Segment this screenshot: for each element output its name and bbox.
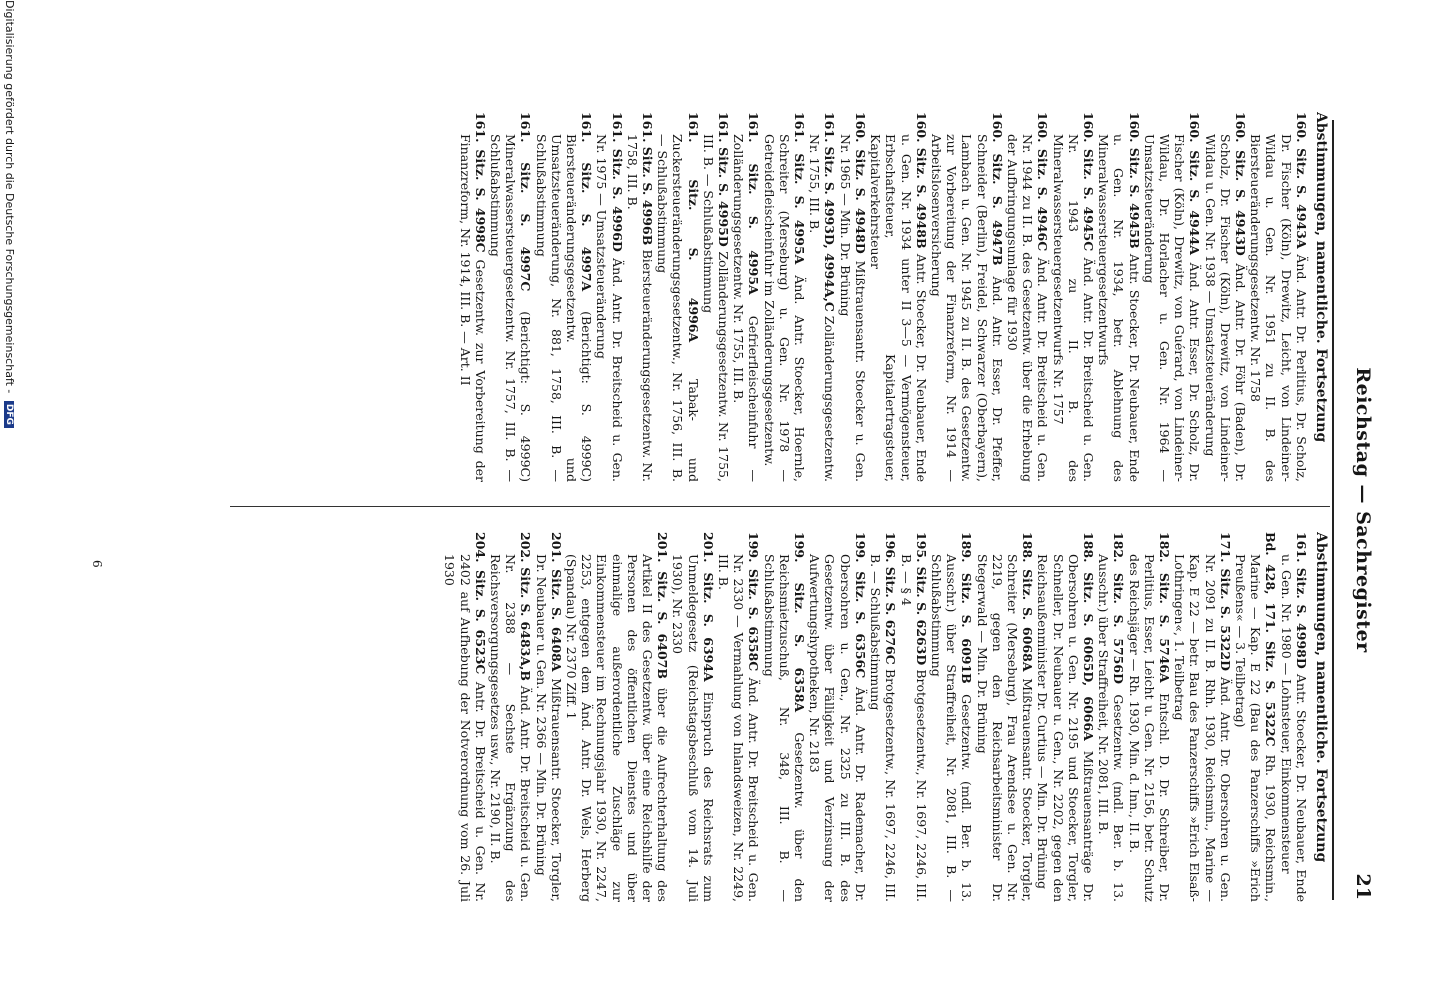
entry-page-reference: Sitz. S. 4948B (913, 147, 929, 249)
entry-session-number: 160. (1126, 112, 1142, 143)
entry-session-number: 161. (792, 112, 808, 143)
entry-session-number: 160. (1187, 112, 1203, 143)
entry-session-number: 160. (1035, 112, 1051, 143)
entry-text: Mißtrauensantr. Stoecker u. Gen. Nr. 1965 — Min. Dr. Brüning (837, 134, 868, 482)
entry-page-reference: Sitz. S. 4943A (1293, 148, 1309, 249)
entry-text: Änd. Antr. Stoecker, Hoernle, Schreiter (Merseburg) u. Gen. Nr. 1978 — Getreidefleischeinfuhr im Zolländerungsgesetzentw. (761, 134, 808, 482)
index-entry (1172, 532, 1233, 902)
entry-text: über die Aufrechterhaltung des Artikel II des Gesetzentw. über eine Reichshilfe der Personen des öffentlichen Dienstes und über einmalige außerordentliche Zuschläge zur Einkommensteuer im Rechnungsjahr 1930, Nr. 2247, 2253, entgegen dem Änd. Antr. Dr. Wels, Herberg (Spandau) Nr. 2370 Ziff. 1 (564, 554, 671, 902)
entry-page-reference: Sitz. S. 6358C (746, 568, 762, 672)
entry-page-reference: Sitz. S. 5322C (1263, 641, 1279, 747)
index-entry (898, 532, 928, 902)
entry-text: Änd. Antr. Esser, Dr. Pfeffer, Schneider (Berlin), Freidel, Schwarzer (Oberbayern), Lambach u. Gen. Nr. 1945 zu II. B. des Gesetzentw. zur Vorbereitung der Finanzreform, Nr. 1914 — Arbeitslosenversicherung (928, 134, 1005, 482)
entry-page-reference: Sitz. S. 4944A (1187, 150, 1203, 255)
entry-text: Änd. Antr. Dr. Obersohren u. Gen. Nr. 2091 zu II. B. Rhh. 1930, Reichsmin., Marine — Kap. E 22 — betr. Bau des Panzerschiffs »Erich Elsaß-Lothringen«, 1. Teilbetrag (1172, 554, 1233, 902)
left-column (150, 112, 1330, 482)
index-entry (807, 112, 837, 482)
index-entry (670, 532, 716, 902)
entry-page-reference: Sitz. S. 6068A (1020, 569, 1036, 672)
index-entry (488, 532, 534, 902)
entry-session-number: 161. (640, 112, 656, 143)
index-entry (488, 112, 534, 482)
entry-text: Gefrierfleischeinfuhr — Zolländerungsgesetzentw. Nr. 1755, III. B. (731, 134, 762, 482)
index-entry (1278, 532, 1308, 902)
index-entry (1248, 112, 1309, 482)
running-title: Reichstag — Sachregister (1352, 367, 1374, 653)
index-entry (1005, 112, 1051, 482)
entry-text: Antr. Stoecker, Dr. Neubauer, Ende u. Gen. Nr. 1980 — Lohnsteuer, Einkommensteuer (1278, 554, 1309, 902)
entry-page-reference: Sitz. S. 4946C (1035, 148, 1051, 252)
entry-page-reference: Sitz. S. 4996A (685, 179, 701, 343)
page-header (1334, 120, 1374, 900)
index-entry (1233, 532, 1279, 902)
entry-text: Antr. Stoecker, Dr. Neubauer, Ende u. Gen. Nr. 1934 unter II 3—5 — Vermögensteuer, Erbschaftsteuer, Kapitalertragsteuer, Kapitalverkehrsteuer (868, 134, 929, 482)
index-entry (701, 112, 731, 482)
index-entry (761, 532, 807, 902)
entry-session-number: 201. (700, 532, 716, 563)
entry-text: Rh. 1930, Reichsmin., Marine — Kap. E 22 (Bau des Panzerschiffs »Erich Preußens« — 3. Teilbetrag) (1232, 554, 1279, 902)
entry-text: Gesetzentw. (mdl. Ber. b. 13. Ausschr.) über Straffreiheit, Nr. 2081, III. B. — Schlußabstimmung (928, 554, 975, 902)
entry-session-number: 204. (472, 532, 488, 563)
index-entry (625, 112, 655, 482)
entry-text: Antr. Stoecker, Dr. Neubauer, Ende u. Gen. Nr. 1934, betr. Ablehnung des Mineralwassersteuergesetzentwurfs (1096, 134, 1142, 482)
entry-text: Zolländerungsgesetzentw. Nr. 1755, III. B. (807, 134, 838, 482)
entry-page-reference: Sitz. S. 6394A (700, 572, 716, 682)
entry-session-number: 161. (1293, 532, 1309, 563)
entry-page-reference: Sitz. S. 4945C (1080, 148, 1096, 252)
entry-session-number: 160. (852, 112, 868, 143)
entry-page-reference: Sitz. S. 4948D (852, 149, 868, 254)
entry-page-reference: Sitz. S. 6356C (852, 571, 868, 679)
entry-page-reference: Sitz. S. 6408A (548, 569, 564, 672)
digitization-note (3, 0, 16, 428)
index-entry (457, 112, 487, 482)
index-entry (1035, 532, 1096, 902)
digitization-text: Digitalisierung gefördert durch die Deutsche Forschungsgemeinschaft - (3, 0, 16, 394)
entry-session-number: 160. (1080, 112, 1096, 143)
index-entry (533, 112, 594, 482)
entry-session-number: 195. (913, 532, 929, 563)
entry-page-reference: Sitz. S. 6483A,B (518, 567, 534, 681)
entry-text: Änd. Antr. Dr. Breitscheid u. Gen. Nr. 1944 zu II. B. des Gesetzentw. über die Erhebung der Aufbringungsumlage für 1930 (1004, 134, 1051, 482)
index-entry (1050, 112, 1096, 482)
index-entry (442, 532, 488, 902)
entry-page-reference: Sitz. S. 4995A (746, 163, 762, 295)
entry-page-reference: Sitz. S. 4993D, 4994A,C (822, 146, 838, 312)
entry-page-reference: Sitz. S. 4998D (1293, 567, 1309, 669)
folio-number: 6 (90, 560, 104, 568)
entry-session-number: 160. (1293, 112, 1309, 143)
entry-volume: Bd. 428, (1263, 532, 1279, 595)
index-entry (564, 532, 670, 902)
entry-session-number: 161. (685, 112, 701, 143)
entry-text: Biersteueränderungsgesetzentw. Nr. 1758, III. B. (624, 134, 656, 482)
entry-text: Gesetzentw. (mdl. Ber. b. 13. Ausschr.) über Straffreiheit, Nr. 2081, III. B. (1096, 554, 1127, 902)
index-entry (868, 112, 929, 482)
entry-session-number: 161. (579, 112, 595, 143)
entry-session-number: 199. (852, 532, 868, 563)
entry-text: Mißtrauensantr. Stoecker, Torgler, Dr. Neubauer u. Gen. Nr. 2366 — Min. Dr. Brüning (533, 554, 564, 902)
entry-text: Tabak- und Zuckersteueränderungsgesetzentw., Nr. 1756, III. B. — Schlußabstimmung (655, 134, 701, 482)
entry-page-reference: Sitz. S. 5746A (1156, 572, 1172, 683)
entry-session-number: 161. (746, 112, 762, 143)
entry-session-number: 188. (1080, 532, 1096, 563)
entry-session-number: 161. (472, 112, 488, 143)
entry-session-number: 182. (1156, 532, 1172, 563)
entry-page-reference: Sitz. S. 4995A (792, 153, 808, 265)
left-column-heading: Abstimmungen, namentliche. Fortsetzung (1313, 112, 1329, 443)
entry-page-reference: Sitz. S. 6263D (913, 566, 929, 666)
entry-session-number: 160. (1232, 112, 1248, 143)
entry-text: Mißtrauensantr. Stoecker, Torgler, Schreiter (Merseburg), Frau Arendsee u. Gen. Nr. 2219, gegen den Reichsarbeitsminister Dr. Stegerwald — Min. Dr. Brüning (974, 554, 1036, 902)
entry-page-reference: Sitz. S. 6276C (883, 566, 899, 665)
index-entry (655, 112, 701, 482)
index-entry (868, 532, 898, 902)
right-column (150, 532, 1330, 902)
index-entry (761, 112, 807, 482)
entry-page-reference: Sitz. S. 4997A (579, 162, 595, 292)
entry-session-number: 201. (655, 532, 671, 563)
entry-page-reference: Sitz. S. 4996B (640, 146, 656, 246)
entry-session-number: 171. (1263, 602, 1279, 633)
index-entry (1126, 532, 1172, 902)
entry-page-reference: Sitz. S. 5322D (1217, 568, 1233, 671)
entry-page-reference: Sitz. S. 6091B (959, 572, 975, 684)
entry-text: Änd. Antr. Dr. Rademacher, Dr. Obersohren u. Gen., Nr. 2325 zu III. B. des Gesetzentw. über Fälligkeit und Verzinsung der Aufwertungshypotheken, Nr. 2183 (807, 554, 868, 902)
entry-session-number: 161. (716, 112, 732, 143)
entry-text: Änd. Antr. Dr. Föhr (Baden), Dr. Scholz, Dr. Fischer (Köln), Drewitz, von Lindeiner-Wildau u. Gen. Nr. 1938 — Umsatzsteueränderung (1202, 134, 1248, 482)
index-entry (929, 532, 975, 902)
entry-text: Änd. Antr. Dr. Breitscheid u. Gen. Nr. 2330 — Vermahlung von Inlandsweizen, Nr. 2249, III. B. (716, 554, 762, 902)
entry-text: Brotgesetzentw., Nr. 1697, 2246, III. B. — Schlußabstimmung (868, 554, 899, 902)
header-rule (1332, 120, 1334, 900)
entry-session-number: 188. (1020, 532, 1036, 563)
entry-text: (Berichtigt: S. 4999C) Mineralwassersteuergesetzentw. Nr. 1757, III. B. — Schlußabstimmung (488, 134, 534, 482)
index-entry (533, 532, 563, 902)
entry-session-number: 199. (792, 532, 808, 563)
index-entry (731, 112, 761, 482)
entry-page-reference: Sitz. S. 4947B (989, 153, 1005, 266)
index-entry (1142, 112, 1203, 482)
entry-session-number: 189. (959, 532, 975, 563)
entry-text: Brotgesetzentw., Nr. 1697, 2246, III. B. — § 4 (898, 554, 929, 902)
entry-session-number: 171. (1217, 532, 1233, 563)
entry-text: Änd. Antr. Esser, Dr. Scholz, Dr. Fischer (Köln), Drewitz, von Guérard, von Lindeiner-Wildau, Dr. Horlacher u. Gen. Nr. 1964 — Umsatzsteueränderung (1141, 134, 1203, 482)
entry-session-number: 160. (989, 112, 1005, 143)
entry-session-number: 196. (883, 532, 899, 563)
entry-session-number: 161. (518, 112, 534, 143)
entry-text: Entschl. D. Dr. Schreiber, Dr. Perlitius, Esser, Leicht u. Gen. Nr. 2156, betr. Schutz des Reichsjäger — Rh. 1930, Min. d. Inn., II. B. (1126, 554, 1172, 902)
entry-page-reference: Sitz. S. 6523C (472, 569, 488, 675)
index-entry (1096, 112, 1142, 482)
entry-page-reference: Sitz. S. 4996D (609, 148, 625, 252)
entry-text: Änd. Antr. Dr. Breitscheid u. Gen. Nr. 1975 — Umsatzsteueränderung (594, 134, 625, 482)
entry-session-number: 202. (518, 532, 534, 563)
index-entry (807, 532, 868, 902)
entry-page-reference: Sitz. S. 4945B (1126, 147, 1142, 249)
entry-text: Antr. Dr. Breitscheid u. Gen. Nr. 2402 auf Aufhebung der Notverordnung vom 26. Juli 1930 (442, 554, 488, 902)
entry-text: Änd. Antr. Dr. Perlitius, Dr. Scholz, Dr. Fischer (Köln), Drewitz, Leicht, von Lindeiner-Wildau u. Gen. Nr. 1951 zu II. B. des Biersteueränderungsgesetzentw. Nr. 1758 (1248, 134, 1309, 482)
entry-session-number: 161. (822, 112, 838, 143)
dfg-logo: DFG (4, 401, 14, 428)
entry-session-number: 160. (913, 112, 929, 143)
index-entry (974, 532, 1035, 902)
entry-page-reference: Sitz. S. 6065D, 6066A (1080, 572, 1096, 741)
page-number: 21 (1352, 873, 1374, 900)
index-entry (716, 532, 762, 902)
index-entry (929, 112, 1005, 482)
entry-page-reference: Sitz. S. 4943D (1232, 150, 1248, 256)
index-entry (1202, 112, 1248, 482)
entry-session-number: 182. (1111, 532, 1127, 563)
entry-page-reference: Sitz. S. 4998C (472, 149, 488, 253)
entry-text: Änd. Antr. Dr. Breitscheid u. Gen. Nr. 1943 zu II. B. des Mineralwassersteuergesetzentwurfs Nr. 1757 (1050, 134, 1096, 482)
entry-session-number: 199. (746, 532, 762, 563)
entry-session-number: 161. (609, 112, 625, 143)
entry-page-reference: Sitz. S. 5756D (1111, 572, 1127, 684)
index-entry (1096, 532, 1126, 902)
entry-text: Änd. Antr. Dr. Breitscheid u. Gen. Nr. 2388 — Sechste Ergänzung des Reichsversorgungsgesetzes usw., Nr. 2190, II. B. (488, 554, 534, 902)
entry-page-reference: Sitz. S. 6407B (655, 571, 671, 679)
right-column-heading: Abstimmungen, namentliche. Fortsetzung (1313, 532, 1329, 863)
entry-page-reference: Sitz. S. 4997C (518, 162, 534, 292)
entry-text: Zolländerungsgesetzentw. Nr. 1755, III. B. — Schlußabstimmung (700, 134, 732, 482)
index-entry (838, 112, 868, 482)
entry-text: Gesetzentw. zur Vorbereitung der Finanzreform, Nr. 1914, III. B. — Art. II (457, 134, 488, 482)
entry-text: (Berichtigt: S. 4999C) Biersteueränderungsgesetzentw. und Umsatzsteueränderung, Nr. 881, 1758, III. B. — Schlußabstimmung (533, 134, 595, 482)
entry-page-reference: Sitz. S. 4995D (716, 147, 732, 247)
entry-page-reference: Sitz. S. 6358A (792, 582, 808, 713)
entry-text: Einspruch des Reichsrats zum Unmeldegesetz (Reichstagsbeschluß vom 14. Juli 1930), Nr. 2330 (670, 554, 716, 902)
entry-text: Gesetzentw. über den Reichsmietzuschuß, Nr. 348, III. B. — Schlußabstimmung (761, 554, 808, 902)
column-divider (230, 506, 1330, 507)
entry-session-number: 201. (548, 532, 564, 563)
index-entry (594, 112, 624, 482)
entry-text: Mißtrauensanträge Dr. Obersohren u. Gen. Nr. 2195 und Stoecker, Torgler, Schneller, Dr. Neubauer u. Gen., Nr. 2202, gegen den Reichsaußenminister Dr. Curtius — Min. Dr. Brüning (1035, 554, 1096, 902)
